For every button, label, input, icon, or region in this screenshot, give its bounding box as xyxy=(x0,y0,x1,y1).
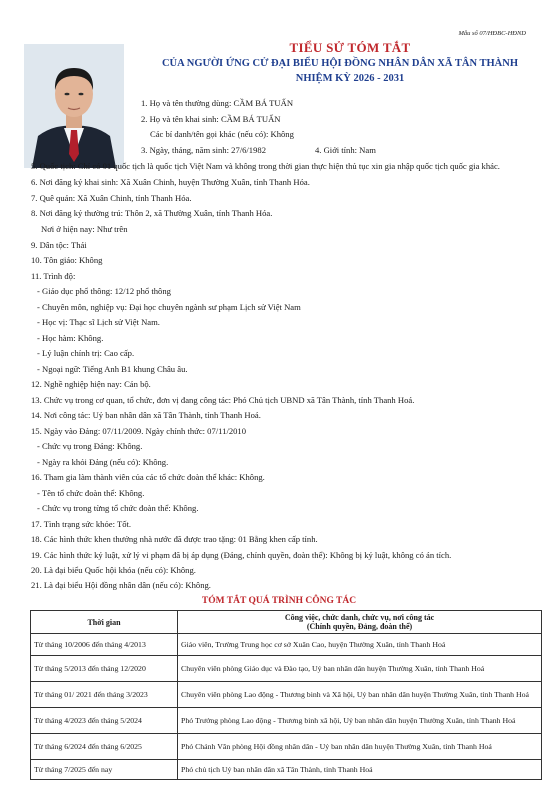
form-number: Mẫu số 07/HĐBC-HĐND xyxy=(458,30,526,37)
field-religion: 10. Tôn giáo: Không xyxy=(31,255,103,265)
field-academic-title: - Học hàm: Không. xyxy=(37,333,104,343)
field-permanent-residence: 8. Nơi đăng ký thường trú: Thôn 2, xã Thường Xuân, tỉnh Thanh Hóa. xyxy=(31,208,273,218)
table-row xyxy=(31,708,542,734)
header-work-line2: (Chính quyền, Đảng, đoàn thể) xyxy=(306,622,413,631)
row-work: Phó Chánh Văn phòng Hội đồng nhân dân - Uỷ ban nhân dân huyện Thường Xuân, tỉnh Thanh Hoá xyxy=(178,734,542,760)
field-organizations: 16. Tham gia làm thành viên của các tổ chức đoàn thể khác: Không. xyxy=(31,472,265,482)
field-political-theory: - Lý luận chính trị: Cao cấp. xyxy=(37,348,135,358)
table-row xyxy=(31,682,542,708)
portrait-image xyxy=(24,44,124,168)
table-row xyxy=(31,760,542,780)
field-party-position: - Chức vụ trong Đảng: Không. xyxy=(37,441,143,451)
field-party-exit: - Ngày ra khỏi Đảng (nếu có): Không. xyxy=(37,457,169,467)
row-time: Từ tháng 7/2025 đến nay xyxy=(31,760,178,780)
field-organization-name: - Tên tổ chức đoàn thể: Không. xyxy=(37,488,145,498)
field-organization-position: - Chức vụ trong từng tổ chức đoàn thể: Không. xyxy=(37,503,199,513)
work-history-title: TÓM TẮT QUÁ TRÌNH CÔNG TÁC xyxy=(201,596,357,606)
row-work: Giáo viên, Trường Trung học cơ sở Xuân Cao, huyện Thường Xuân, tỉnh Thanh Hoá xyxy=(178,634,542,656)
header-time: Thời gian xyxy=(31,611,178,634)
row-time: Từ tháng 6/2024 đến tháng 6/2025 xyxy=(31,734,178,760)
field-profession: - Chuyên môn, nghiệp vụ: Đại học chuyên ngành sư phạm Lịch sử Việt Nam xyxy=(37,302,301,312)
row-time: Từ tháng 4/2023 đến tháng 5/2024 xyxy=(31,708,178,734)
row-work: Phó Trưởng phòng Lao động - Thương binh xã hội, Uỷ ban nhân dân huyện Thường Xuân, tỉnh Thanh Hoá xyxy=(178,708,542,734)
field-workplace: 14. Nơi công tác: Uỷ ban nhân dân xã Tân Thành, tỉnh Thanh Hoá. xyxy=(31,410,261,420)
field-national-assembly: 20. Là đại biểu Quốc hội khóa (nếu có): Không. xyxy=(31,565,196,575)
field-education-heading: 11. Trình độ: xyxy=(31,271,76,281)
field-current-residence: Nơi ở hiện nay: Như trên xyxy=(41,224,128,234)
header-work xyxy=(178,611,542,634)
field-aliases: Các bí danh/tên gọi khác (nếu có): Không xyxy=(150,129,294,139)
field-date-of-birth: 3. Ngày, tháng, năm sinh: 27/6/1982 xyxy=(141,145,266,155)
field-awards: 18. Các hình thức khen thưởng nhà nước đã được trao tặng: 01 Bằng khen cấp tỉnh. xyxy=(31,534,318,544)
field-gender: 4. Giới tính: Nam xyxy=(315,145,376,155)
row-work: Chuyên viên phòng Giáo dục và Đào tạo, Uỷ ban nhân dân huyện Thường Xuân, tỉnh Thanh Hoá xyxy=(178,656,542,682)
table-header-row xyxy=(31,611,542,634)
field-discipline: 19. Các hình thức kỷ luật, xử lý vi phạm đã bị áp dụng (Đảng, chính quyền, đoàn thể): Không bị kỷ luật, không có án tích. xyxy=(31,550,452,560)
work-history-table xyxy=(30,610,542,780)
document-subtitle-1: CỦA NGƯỜI ỨNG CỬ ĐẠI BIỂU HỘI ĐỒNG NHÂN DÂN XÃ TÂN THÀNH xyxy=(161,58,519,69)
document-subtitle-2: NHIỆM KỲ 2026 - 2031 xyxy=(295,73,405,84)
field-peoples-council: 21. Là đại biểu Hội đồng nhân dân (nếu có): Không. xyxy=(31,580,211,590)
field-position: 13. Chức vụ trong cơ quan, tổ chức, đơn vị đang công tác: Phó Chủ tịch UBND xã Tân Thành, tỉnh Thanh Hoá. xyxy=(31,395,415,405)
field-health: 17. Tình trạng sức khỏe: Tốt. xyxy=(31,519,132,529)
row-time: Từ tháng 10/2006 đến tháng 4/2013 xyxy=(31,634,178,656)
document-title: TIỂU SỬ TÓM TẮT xyxy=(289,40,411,55)
field-hometown: 7. Quê quán: Xã Xuân Chinh, tỉnh Thanh Hóa. xyxy=(31,193,192,203)
field-degree: - Học vị: Thạc sĩ Lịch sử Việt Nam. xyxy=(37,317,160,327)
field-party-dates: 15. Ngày vào Đảng: 07/11/2009. Ngày chính thức: 07/11/2010 xyxy=(31,426,247,436)
row-time: Từ tháng 01/ 2021 đến tháng 3/2023 xyxy=(31,682,178,708)
field-birth-registration: 6. Nơi đăng ký khai sinh: Xã Xuân Chinh, huyện Thường Xuân, tỉnh Thanh Hóa. xyxy=(31,177,310,187)
field-occupation: 12. Nghề nghiệp hiện nay: Cán bộ. xyxy=(31,379,151,389)
field-foreign-language: - Ngoại ngữ: Tiếng Anh B1 khung Châu âu. xyxy=(37,364,188,374)
table-row xyxy=(31,734,542,760)
field-nationality: 5. Quốc tịch: Chỉ có 01 quốc tịch là quốc tịch Việt Nam và không trong thời gian thực hiện thủ tục xin gia nhập quốc tịch quốc gia khác. xyxy=(31,161,500,171)
field-common-name: 1. Họ và tên thường dùng: CẦM BÁ TUẤN xyxy=(141,98,294,108)
table-row xyxy=(31,634,542,656)
field-birth-name: 2. Họ và tên khai sinh: CẦM BÁ TUẤN xyxy=(141,114,281,124)
field-general-education: - Giáo dục phổ thông: 12/12 phổ thông xyxy=(37,286,171,296)
row-work: Phó chủ tịch Uỷ ban nhân dân xã Tân Thành, tỉnh Thanh Hoá xyxy=(178,760,542,780)
field-ethnicity: 9. Dân tộc: Thái xyxy=(31,240,87,250)
portrait-photo xyxy=(24,44,124,168)
header-work-line1: Công việc, chức danh, chức vụ, nơi công tác xyxy=(284,613,435,622)
row-time: Từ tháng 5/2013 đến tháng 12/2020 xyxy=(31,656,178,682)
table-row xyxy=(31,656,542,682)
row-work: Chuyên viên phòng Lao động - Thương binh và Xã hội, Uỷ ban nhân dân huyện Thường Xuân, tỉnh Thanh Hoá xyxy=(178,682,542,708)
